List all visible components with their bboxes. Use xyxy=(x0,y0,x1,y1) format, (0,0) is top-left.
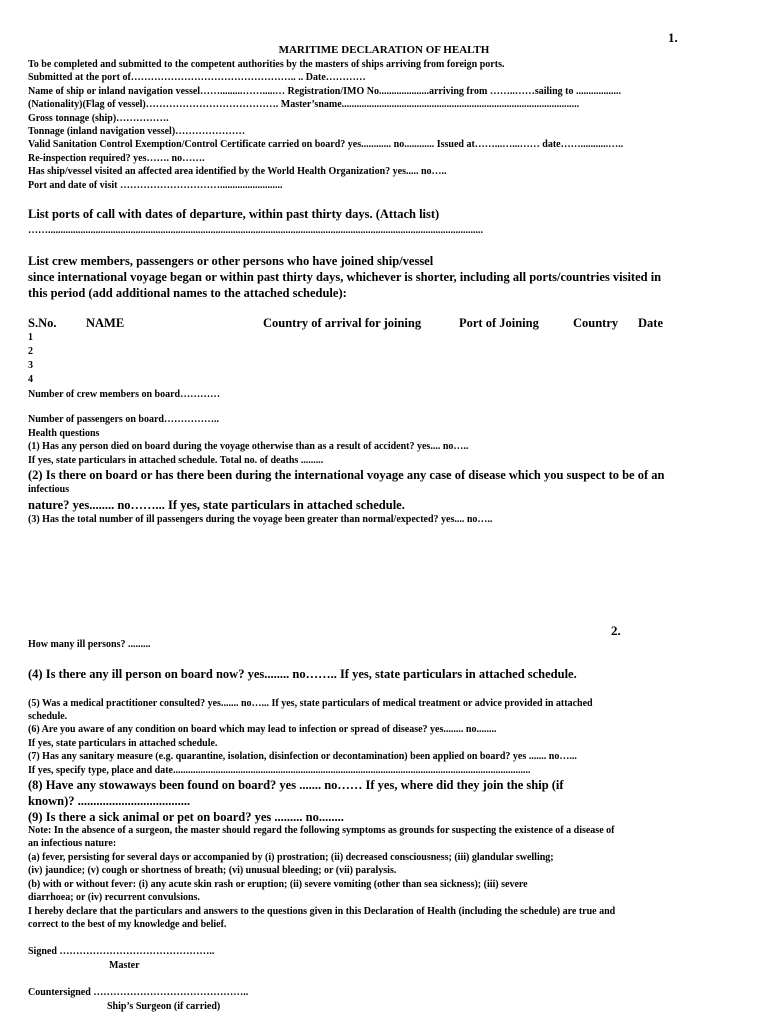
signed-field: Signed ……………………………………….. xyxy=(28,946,215,957)
col-port-joining: Port of Joining xyxy=(459,316,539,330)
ship-name-field: Name of ship or inland navigation vessel…….........…….....… Registration/IMO No....................arriving from ……..……sailing to .................. xyxy=(28,86,621,97)
note-line: (iv) jaundice; (v) cough or shortness of breath; (vi) unusual bleeding; or (vii) paralysis. xyxy=(28,865,397,876)
countersigned-field: Countersigned ……………………………………….. xyxy=(28,987,249,998)
question-9: (9) Is there a sick animal or pet on board? yes ......... no........ xyxy=(28,810,344,824)
note-line: an infectious nature: xyxy=(28,838,117,849)
col-sno: S.No. xyxy=(28,316,57,330)
col-date: Date xyxy=(638,316,663,330)
table-row: 3 xyxy=(28,360,33,371)
sanitation-field: Valid Sanitation Control Exemption/Control Certificate carried on board? yes............ no............ Issued at……...…...…… date……...........….. xyxy=(28,139,624,150)
reinspection-field: Re-inspection required? yes……. no……. xyxy=(28,153,205,164)
question-4: (4) Is there any ill person on board now? yes........ no…….. If yes, state particulars in attached schedule. xyxy=(28,667,577,681)
declaration-line: I hereby declare that the particulars and answers to the questions given in this Declaration of Health (including the schedule) are true and xyxy=(28,906,616,917)
question-5: (5) Was a medical practitioner consulted? yes....... no…... If yes, state particulars of medical treatment or advice provided in attached xyxy=(28,698,593,709)
col-country-arrival: Country of arrival for joining xyxy=(263,316,422,330)
page-number: 1. xyxy=(668,30,678,45)
countersigned-role: Ship’s Surgeon (if carried) xyxy=(107,1001,221,1012)
note-line: (b) with or without fever: (i) any acute skin rash or eruption; (ii) severe vomiting (other than sea sickness); (iii) severe xyxy=(28,879,528,890)
question-1-followup: If yes, state particulars in attached schedule. Total no. of deaths ......... xyxy=(28,455,324,466)
question-3: (3) Has the total number of ill passengers during the voyage been greater than normal/expected? yes.... no….. xyxy=(28,514,493,525)
question-6: (6) Are you aware of any condition on board which may lead to infection or spread of disease? yes........ no........ xyxy=(28,724,497,735)
port-visit-field: Port and date of visit …………………………......................... xyxy=(28,180,283,191)
question-7-followup: If yes, specify type, place and date............................................................................................................................................... xyxy=(28,765,531,776)
crew-heading: since international voyage began or within past thirty days, whichever is shorter, including all ports/countries visited in xyxy=(28,270,662,284)
note-line: diarrhoea; or (iv) recurrent convulsions. xyxy=(28,892,200,903)
affected-area-field: Has ship/vessel visited an affected area identified by the World Health Organization? yes..... no….. xyxy=(28,166,447,177)
intro-line: To be completed and submitted to the competent authorities by the masters of ships arriving from foreign ports. xyxy=(28,59,505,70)
question-7: (7) Has any sanitary measure (e.g. quarantine, isolation, disinfection or decontamination) been applied on board? yes ....... no…... xyxy=(28,751,577,762)
ports-dots: …….............................................................................................................................................................................. xyxy=(28,225,483,236)
declaration-line: correct to the best of my knowledge and belief. xyxy=(28,919,227,930)
question-2-cont: nature? yes........ no……... If yes, state particulars in attached schedule. xyxy=(28,498,405,512)
question-1: (1) Has any person died on board during the voyage otherwise than as a result of accident? yes.... no….. xyxy=(28,441,469,452)
crew-count-field: Number of crew members on board………… xyxy=(28,389,221,400)
question-8: (8) Have any stowaways been found on board? yes ....... no…… If yes, where did they join the ship (if xyxy=(28,778,564,792)
signed-role: Master xyxy=(109,960,140,971)
table-row: 4 xyxy=(28,374,33,385)
page-number: 2. xyxy=(611,623,621,638)
col-name: NAME xyxy=(86,316,125,330)
ports-heading: List ports of call with dates of departure, within past thirty days. (Attach list) xyxy=(28,207,440,221)
crew-heading: List crew members, passengers or other persons who have joined ship/vessel xyxy=(28,254,434,268)
question-2-cont: infectious xyxy=(28,484,70,495)
ill-persons-field: How many ill persons? ......... xyxy=(28,639,151,650)
question-2: (2) Is there on board or has there been during the international voyage any case of disease which you suspect to be of an xyxy=(28,468,665,482)
table-row: 2 xyxy=(28,346,33,357)
note-line: Note: In the absence of a surgeon, the master should regard the following symptoms as grounds for suspecting the existence of a disease of xyxy=(28,825,615,836)
col-country: Country xyxy=(573,316,619,330)
tonnage-field: Tonnage (inland navigation vessel)………………… xyxy=(28,126,246,137)
note-line: (a) fever, persisting for several days or accompanied by (i) prostration; (ii) decreased consciousness; (iii) glandular swelling; xyxy=(28,852,554,863)
port-date-field: Submitted at the port of………………………………………….. .. Date………… xyxy=(28,72,366,83)
question-8-cont: known)? .................................... xyxy=(28,794,191,808)
question-5-cont: schedule. xyxy=(28,711,68,722)
health-questions-heading: Health questions xyxy=(28,428,100,439)
table-row: 1 xyxy=(28,332,33,343)
question-6-followup: If yes, state particulars in attached schedule. xyxy=(28,738,218,749)
passenger-count-field: Number of passengers on board…………….. xyxy=(28,414,219,425)
crew-heading: this period (add additional names to the attached schedule): xyxy=(28,286,347,300)
nationality-field: (Nationality)(Flag of vessel)…………………………………. Master’sname............................................................................................... xyxy=(28,99,580,110)
gross-tonnage-field: Gross tonnage (ship)……………. xyxy=(28,113,169,124)
page-title: MARITIME DECLARATION OF HEALTH xyxy=(278,44,490,56)
